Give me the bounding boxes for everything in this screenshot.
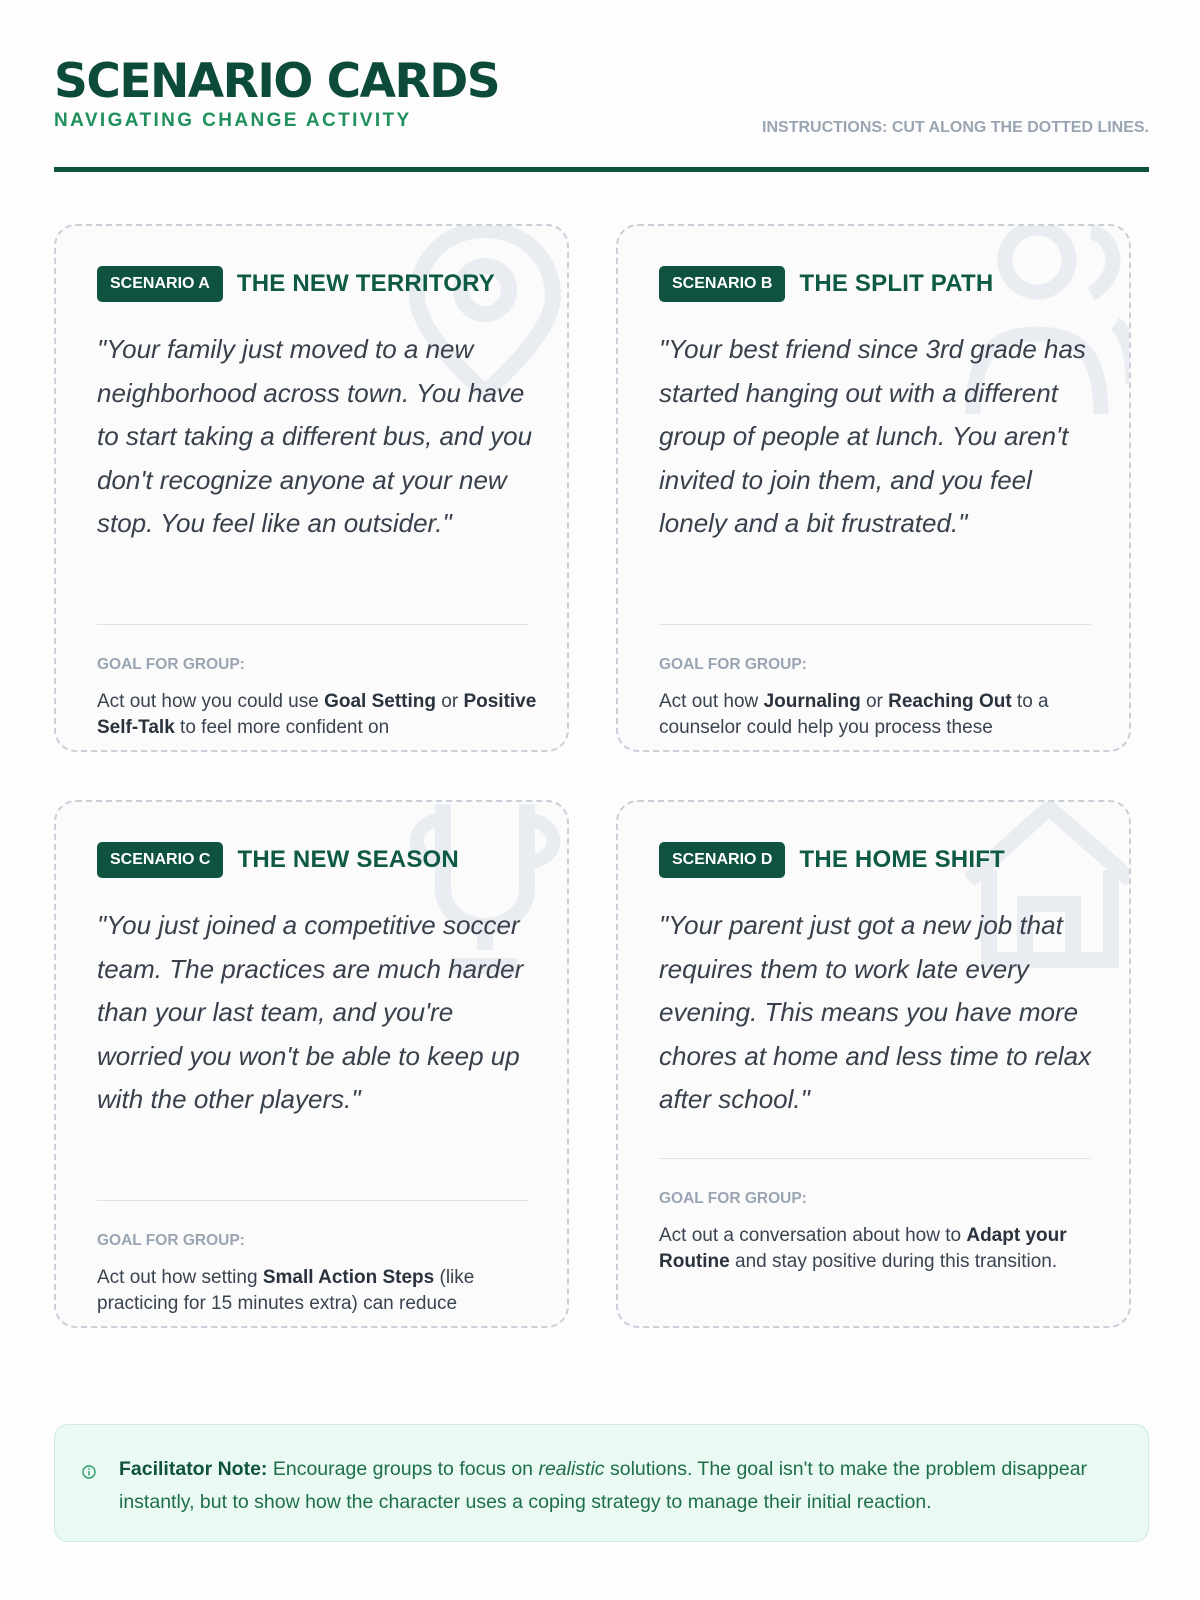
card-divider (97, 624, 529, 625)
goal-label: GOAL FOR GROUP: (97, 656, 245, 673)
scenario-quote: "You just joined a competitive soccer team. The practices are much harder than your last team, and you're worried you won't be able to keep up with the other players." (97, 910, 524, 1114)
scenario-badge: SCENARIO A (97, 266, 223, 302)
goal-text: Act out a conversation about how to Adapt your Routine and stay positive during this transition. (659, 1225, 1067, 1272)
card-title: THE NEW SEASON (237, 846, 459, 873)
card-title: THE NEW TERRITORY (236, 270, 495, 297)
scenario-quote: "Your family just moved to a new neighborhood across town. You have to start taking a different bus, and you don't recognize anyone at your new stop. You feel like an outsider." (97, 334, 533, 538)
note-text: Facilitator Note: Encourage groups to focus on realistic solutions. The goal isn't to make the problem disappear instantly, but to show how the character uses a coping strategy to manage their initial reaction. (119, 1458, 1088, 1513)
card-header (97, 266, 495, 302)
page-header (54, 54, 1149, 136)
scenario-quote: "Your parent just got a new job that requires them to work late every evening. This means you have more chores at home and less time to relax after school." (659, 910, 1092, 1114)
facilitator-note (54, 1424, 1149, 1542)
card-title: THE SPLIT PATH (799, 270, 994, 297)
card-divider (97, 1200, 529, 1201)
note-label: Facilitator Note: (119, 1458, 268, 1480)
scenario-badge: SCENARIO C (97, 842, 223, 878)
info-icon (82, 1465, 96, 1479)
scenario-badge: SCENARIO B (659, 266, 785, 302)
goal-text: Act out how Journaling or Reaching Out to a counselor could help you process these (659, 691, 1049, 738)
goal-text: Act out how setting Small Action Steps (like practicing for 15 minutes extra) can reduce (97, 1267, 475, 1314)
card-header (97, 842, 459, 878)
card-title: THE HOME SHIFT (799, 846, 1005, 873)
page-title: SCENARIO CARDS (54, 54, 500, 109)
goal-label: GOAL FOR GROUP: (659, 656, 807, 673)
card-header (659, 266, 993, 302)
scenario-quote: "Your best friend since 3rd grade has started hanging out with a different group of people at lunch. You aren't invited to join them, and you feel lonely and a bit frustrated." (659, 334, 1086, 538)
goal-text: Act out how you could use Goal Setting or Positive Self-Talk to feel more confident on (97, 691, 537, 738)
scenario-badge: SCENARIO D (659, 842, 785, 878)
page-subtitle: NAVIGATING CHANGE ACTIVITY (54, 110, 412, 131)
header-rule (54, 167, 1149, 172)
card-divider (659, 1158, 1091, 1159)
goal-label: GOAL FOR GROUP: (659, 1190, 807, 1207)
card-divider (659, 624, 1091, 625)
scenario-card-d (616, 800, 1131, 1328)
instructions-text: INSTRUCTIONS: CUT ALONG THE DOTTED LINES. (762, 119, 1149, 136)
card-header (659, 842, 1005, 878)
scenario-card-c (54, 800, 569, 1328)
scenario-card-a (54, 224, 569, 752)
goal-label: GOAL FOR GROUP: (97, 1232, 245, 1249)
scenario-card-b (616, 224, 1131, 752)
